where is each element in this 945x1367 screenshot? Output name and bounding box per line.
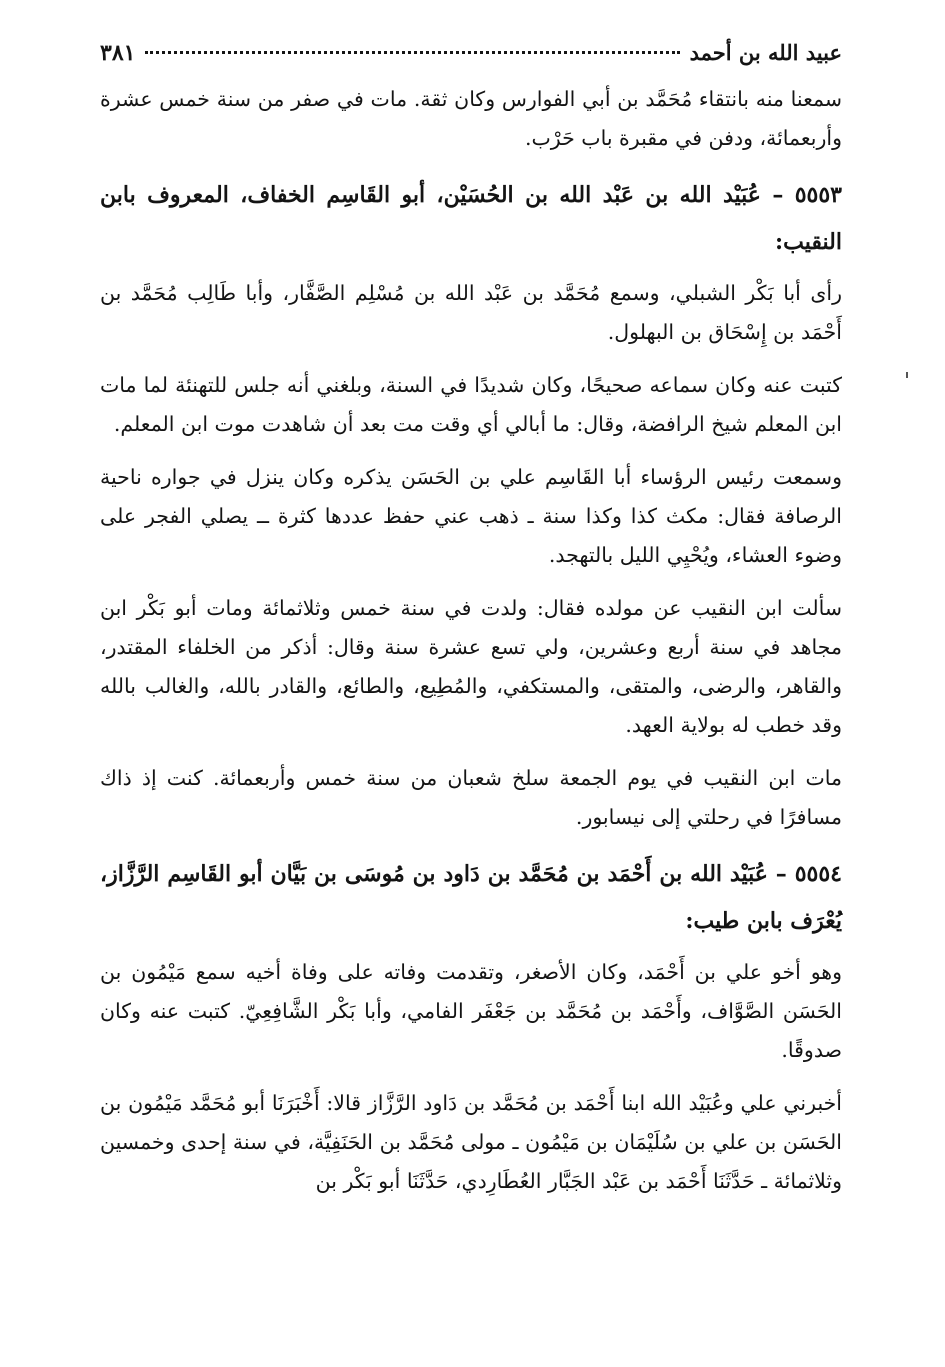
running-head bbox=[100, 40, 842, 80]
book-page bbox=[100, 40, 842, 1207]
running-head-title: عبيد الله بن أحمد bbox=[689, 40, 842, 65]
page-number: ٣٨١ bbox=[100, 40, 136, 66]
paragraph: سمعنا منه بانتقاء مُحَمَّد بن أبي الفوارس وكان ثقة. مات في صفر من سنة خمس عشرة وأربعمائة، ودفن في مقبرة باب حَرْب. bbox=[100, 87, 842, 150]
paragraph: وسمعت رئيس الرؤساء أبا القَاسِم علي بن الحَسَن يذكره وكان ينزل في جواره ناحية الرصافة فقال: مكث كذا وكذا سنة ـ ذهب عني حفظ عددها كثرة ــ يصلي الفجر على وضوء العشاء، ويُحْيِي الليل بالتهجد. bbox=[100, 465, 842, 567]
entry-heading-5554: ٥٥٥٤ – عُبَيْد الله بن أَحْمَد بن مُحَمَّد بن دَاود بن مُوسَى بن بَيَّان أبو القَاسِم الرَّزَّاز، يُعْرَف بابن طيب: bbox=[100, 861, 842, 934]
entry-heading-5553: ٥٥٥٣ – عُبَيْد الله بن عَبْد الله بن الحُسَيْن، أبو القَاسِم الخفاف، المعروف بابن النقيب: bbox=[100, 182, 842, 255]
leader-dots bbox=[145, 51, 679, 54]
paragraph: رأى أبا بَكْر الشبلي، وسمع مُحَمَّد بن عَبْد الله بن مُسْلِم الصَّفَّار، وأبا طَالِب مُحَمَّد بن أَحْمَد بن إِسْحَاق بن البهلول. bbox=[100, 281, 842, 344]
paragraph: كتبت عنه وكان سماعه صحيحًا، وكان شديدًا في السنة، وبلغني أنه جلس للتهنئة لما مات ابن المعلم شيخ الرافضة، وقال: ما أبالي أي وقت مت بعد أن شاهدت موت ابن المعلم. bbox=[100, 373, 842, 436]
margin-speck bbox=[906, 372, 908, 378]
paragraph: سألت ابن النقيب عن مولده فقال: ولدت في سنة خمس وثلاثمائة ومات أبو بَكْر ابن مجاهد في سنة أربع وعشرين، ولي تسع عشرة سنة وقال: أذكر من الخلفاء المقتدر، والقاهر، والرضى، والمتقى، والمستكفي، والمُطِيع، والطائع، والقادر بالله، والغالب بالله وقد خطب له بولاية العهد. bbox=[100, 596, 842, 737]
paragraph: وهو أخو علي بن أَحْمَد، وكان الأصغر، وتقدمت وفاته على وفاة أخيه سمع مَيْمُون بن الحَسَن الصَّوَّاف، وأَحْمَد بن مُحَمَّد بن جَعْفَر الفامي، وأبا بَكْر الشَّافِعِيّ. كتبت عنه وكان صدوقًا. bbox=[100, 960, 842, 1062]
paragraph: أخبرني علي وعُبَيْد الله ابنا أَحْمَد بن مُحَمَّد بن دَاود الرَّزَّاز قالا: أَخْبَرَنَا أبو مُحَمَّد مَيْمُون بن الحَسَن بن علي بن سُلَيْمَان بن مَيْمُون ـ مولى مُحَمَّد بن الحَنَفِيَّة، في سنة إحدى وخمسين وثلاثمائة ـ حَدَّثَنَا أَحْمَد بن عَبْد الجَبَّار العُطَارِدي، حَدَّثَنَا أبو بَكْر بن bbox=[100, 1091, 842, 1193]
paragraph: مات ابن النقيب في يوم الجمعة سلخ شعبان من سنة خمس وأربعمائة. كنت إذ ذاك مسافرًا في رحلتي إلى نيسابور. bbox=[100, 766, 842, 829]
